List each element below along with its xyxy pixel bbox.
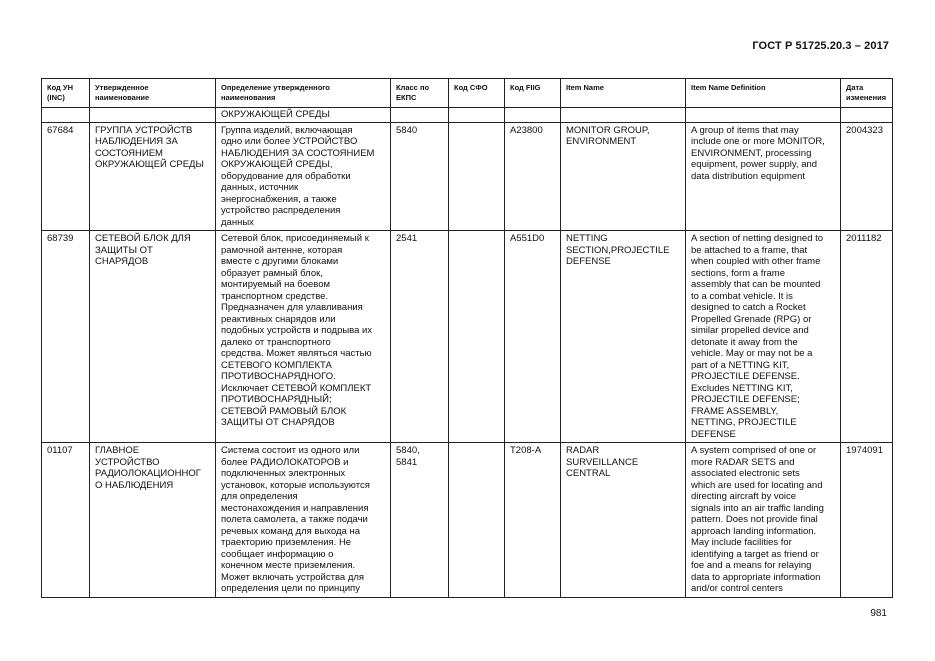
page-number: 981	[870, 608, 887, 619]
item-name-table	[41, 78, 893, 598]
cell-inc: 67684	[42, 122, 90, 231]
cell-sfo-code	[449, 231, 505, 443]
cell-item-name: RADAR SURVEILLANCE CENTRAL	[561, 443, 686, 598]
column-header-sfo-code: Код СФО	[449, 79, 505, 108]
column-header-item-name-definition: Item Name Definition	[686, 79, 841, 108]
cell-change-date: 2011182	[841, 231, 893, 443]
cell-item-name: MONITOR GROUP, ENVIRONMENT	[561, 122, 686, 231]
cell-fiig-code	[505, 108, 561, 123]
column-header-fiig-code: Код FIIG	[505, 79, 561, 108]
column-header-item-name: Item Name	[561, 79, 686, 108]
cell-approved-name: СЕТЕВОЙ БЛОК ДЛЯ ЗАЩИТЫ ОТ СНАРЯДОВ	[90, 231, 216, 443]
cell-inc: 01107	[42, 443, 90, 598]
column-header-approved-name: Утвержденное наименование	[90, 79, 216, 108]
cell-item-name-definition: A group of items that may include one or more MONITOR, ENVIRONMENT, processing equipment, power supply, and data distribution equipment	[686, 122, 841, 231]
column-header-inc: Код УН (INC)	[42, 79, 90, 108]
cell-change-date: 2004323	[841, 122, 893, 231]
cell-fiig-code: A551D0	[505, 231, 561, 443]
cell-definition: Группа изделий, включающая одно или более УСТРОЙСТВО НАБЛЮДЕНИЯ ЗА СОСТОЯНИЕМ ОКРУЖАЮЩЕЙ СРЕДЫ, оборудование для обработки данных, источник энергоснабжения, а также устройство распределения данных	[216, 122, 391, 231]
cell-item-name-definition	[686, 108, 841, 123]
cell-ekps-class: 5840	[391, 122, 449, 231]
cell-item-name-definition: A section of netting designed to be attached to a frame, that when coupled with other frame sections, form a frame assembly that can be mounted to a combat vehicle. It is designed to catch a Rocket Propelled Grenade (RPG) or similar propelled device and detonate it away from the vehicle. May or may not be a part of a NETTING KIT, PROJECTILE DEFENSE. Excludes NETTING KIT, PROJECTILE DEFENSE; FRAME ASSEMBLY, NETTING, PROJECTILE DEFENSE	[686, 231, 841, 443]
table-row	[42, 122, 893, 231]
cell-inc: 68739	[42, 231, 90, 443]
cell-approved-name: ГЛАВНОЕ УСТРОЙСТВО РАДИОЛОКАЦИОННОГ О НАБЛЮДЕНИЯ	[90, 443, 216, 598]
cell-ekps-class: 5840, 5841	[391, 443, 449, 598]
cell-fiig-code: T208-A	[505, 443, 561, 598]
table-row	[42, 443, 893, 598]
cell-definition: Сетевой блок, присоединяемый к рамочной антенне, которая вместе с другими блоками образует рамный блок, монтируемый на боевом транспортном средстве. Предназначен для улавливания реактивных снарядов или подобных устройств и подрыва их далеко от транспортного средства. Может являться частью СЕТЕВОГО КОМПЛЕКТА ПРОТИВОСНАРЯДНОГО. Исключает СЕТЕВОЙ КОМПЛЕКТ ПРОТИВОСНАРЯДНЫЙ; СЕТЕВОЙ РАМОВЫЙ БЛОК ЗАЩИТЫ ОТ СНАРЯДОВ	[216, 231, 391, 443]
column-header-change-date: Дата изменения	[841, 79, 893, 108]
cell-approved-name	[90, 108, 216, 123]
cell-change-date	[841, 108, 893, 123]
cell-fiig-code: A23800	[505, 122, 561, 231]
cell-ekps-class: 2541	[391, 231, 449, 443]
cell-item-name: NETTING SECTION,PROJECTILE DEFENSE	[561, 231, 686, 443]
cell-item-name-definition: A system comprised of one or more RADAR SETS and associated electronic sets which are used for locating and directing aircraft by voice signals into an air traffic landing pattern. Does not provide final approach landing information. May include facilities for identifying a target as friend or foe and a means for relaying data to appropriate information and/or control centers	[686, 443, 841, 598]
cell-sfo-code	[449, 122, 505, 231]
cell-ekps-class	[391, 108, 449, 123]
column-header-definition: Определение утвержденного наименования	[216, 79, 391, 108]
continuation-row	[42, 108, 893, 123]
cell-inc	[42, 108, 90, 123]
document-header: ГОСТ Р 51725.20.3 – 2017	[752, 40, 889, 52]
cell-change-date: 1974091	[841, 443, 893, 598]
cell-sfo-code	[449, 443, 505, 598]
cell-item-name	[561, 108, 686, 123]
cell-definition: ОКРУЖАЮЩЕЙ СРЕДЫ	[216, 108, 391, 123]
cell-approved-name: ГРУППА УСТРОЙСТВ НАБЛЮДЕНИЯ ЗА СОСТОЯНИЕМ ОКРУЖАЮЩЕЙ СРЕДЫ	[90, 122, 216, 231]
cell-sfo-code	[449, 108, 505, 123]
cell-definition: Система состоит из одного или более РАДИОЛОКАТОРОВ и подключенных электронных установок, которые используются для определения местонахождения и направления полета самолета, а также подачи речевых команд для выхода на траекторию приземления. Не сообщает информацию о конечном месте приземления. Может включать устройства для определения цели по принципу	[216, 443, 391, 598]
column-header-ekps-class: Класс по ЕКПС	[391, 79, 449, 108]
header-row	[42, 79, 893, 108]
table-row	[42, 231, 893, 443]
